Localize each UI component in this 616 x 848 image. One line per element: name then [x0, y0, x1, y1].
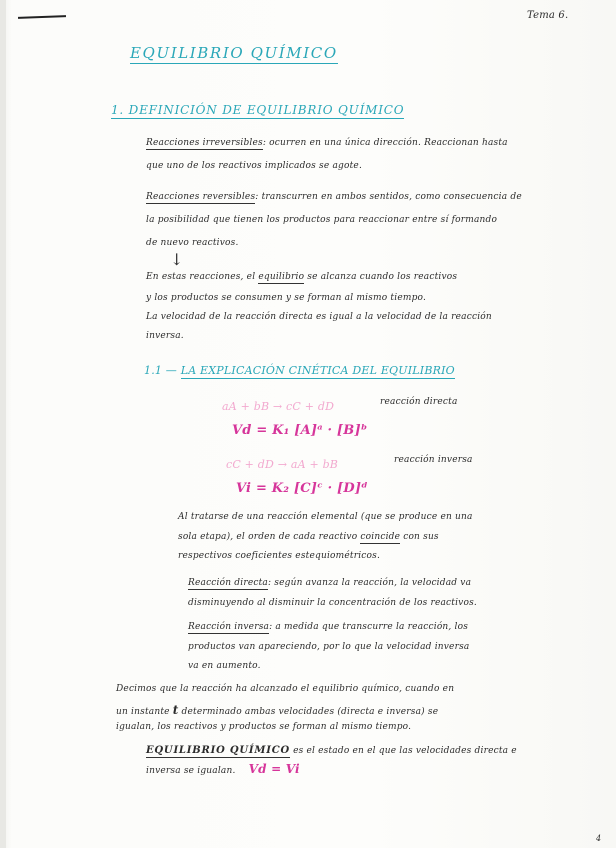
definition-line2: inversa se igualan. Vd = Vi [146, 762, 300, 776]
irreversible-line1: Reacciones irreversibles: ocurren en una única dirección. Reaccionan hasta [146, 138, 508, 148]
direct-label: reacción directa [380, 397, 458, 407]
note-line3: La velocidad de la reacción directa es igual a la velocidad de la reacción [146, 312, 492, 322]
direct-rate-equation: Vd = K₁ [A]ᵃ · [B]ᵇ [232, 423, 368, 438]
definition-line1: EQUILIBRIO QUÍMICO es el estado en el que las velocidades directa e [146, 745, 517, 756]
irreversible-line2: que uno de los reactivos implicados se agote. [146, 161, 363, 171]
direct-reaction: aA + bB → cC + dD [222, 400, 335, 413]
page-edge [0, 0, 6, 848]
note-line2: y los productos se consumen y se forman al mismo tiempo. [146, 293, 427, 303]
reversible-term: Reacciones reversibles [146, 192, 256, 202]
conclusion-line1: Decimos que la reacción ha alcanzado el equilibrio químico, cuando en [116, 684, 455, 694]
rd-line1: Reacción directa: según avanza la reacción, la velocidad va [188, 578, 472, 588]
inverse-reaction: cC + dD → aA + bB [226, 458, 339, 471]
inverse-label: reacción inversa [394, 455, 473, 465]
ink-stroke-mark [18, 15, 66, 19]
reversible-line1: Reacciones reversibles: transcurren en ambos sentidos, como consecuencia de [146, 192, 522, 202]
conclusion-line3: igualan, los reactivos y productos se forman al mismo tiempo. [116, 722, 412, 732]
reversible-line2: la posibilidad que tienen los productos para reaccionar entre sí formando [146, 215, 498, 225]
equilibrium-formula: Vd = Vi [248, 762, 300, 776]
down-arrow-icon: ↓ [170, 250, 184, 269]
note-line1: En estas reacciones, el equilibrio se alcanza cuando los reactivos [146, 272, 458, 282]
ri-line3: va en aumento. [188, 661, 261, 671]
page-number: 4 [596, 834, 602, 843]
reversible-line3: de nuevo reactivos. [146, 238, 239, 248]
ri-line1: Reacción inversa: a medida que transcurre la reacción, los [188, 622, 469, 632]
note-line4: inversa. [146, 331, 184, 341]
inverse-rate-equation: Vi = K₂ [C]ᶜ · [D]ᵈ [236, 481, 368, 496]
elemental-line1: Al tratarse de una reacción elemental (que se produce en una [178, 512, 473, 522]
irreversible-term: Reacciones irreversibles [146, 138, 263, 148]
section1-heading: 1. DEFINICIÓN DE EQUILIBRIO QUÍMICO [111, 103, 405, 117]
section11-heading: 1.1 — LA EXPLICACIÓN CINÉTICA DEL EQUILIBRIO [144, 364, 455, 377]
rd-line2: disminuyendo al disminuir la concentración de los reactivos. [188, 598, 477, 608]
page-title: EQUILIBRIO QUÍMICO [130, 44, 338, 62]
conclusion-line2: un instante t determinado ambas velocidades (directa e inversa) se [116, 703, 439, 717]
tema-label: Tema 6. [527, 10, 569, 21]
elemental-line2: sola etapa), el orden de cada reactivo coincide con sus [178, 532, 439, 542]
elemental-line3: respectivos coeficientes estequiométricos. [178, 551, 381, 561]
ri-line2: productos van apareciendo, por lo que la velocidad inversa [188, 642, 470, 652]
